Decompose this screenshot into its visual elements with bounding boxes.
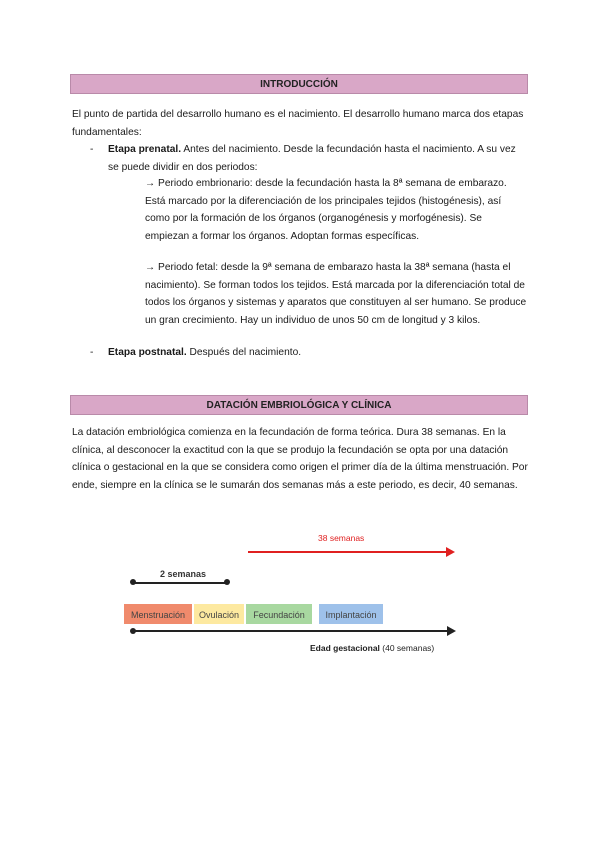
prenatal-title: Etapa prenatal. bbox=[108, 144, 182, 155]
periodo-fetal: → Periodo fetal: desde la 9ª semana de embarazo hasta la 38ª semana (hasta el nacimiento). Se forman todos los tejidos. Está marcada por la diferenciación total de todos los órganos y sistemas y aparatos que constituyen al ser humano. Se produce un gran crecimiento. Hay un individuo de unos 50 cm de longitud y 3 kilos. bbox=[145, 262, 527, 326]
edad-rest: (40 semanas) bbox=[379, 643, 435, 653]
intro-paragraph: El punto de partida del desarrollo humano es el nacimiento. El desarrollo humano marca dos etapas fundamentales: bbox=[72, 109, 524, 138]
two-weeks-line bbox=[133, 582, 227, 584]
datacion-paragraph: La datación embriológica comienza en la fecundación de forma teórica. Dura 38 semanas. En la clínica, al desconocer la exactitud con la que se produjo la fecundación se opta por una datación clínica o gestacional en la que se considera como origen el primer día de la última menstruación. Por ende, siempre en la clínica se le sumarán dos semanas más a este periodo, es decir, 40 semanas. bbox=[72, 427, 528, 491]
bullet-dash: - bbox=[90, 347, 94, 358]
postnatal-title: Etapa postnatal. bbox=[108, 347, 187, 358]
postnatal-body: Después del nacimiento. bbox=[186, 347, 302, 358]
timeline-line bbox=[133, 630, 449, 632]
red-arrow-line bbox=[248, 551, 448, 553]
bullet-postnatal bbox=[90, 344, 528, 362]
two-weeks-start-dot bbox=[130, 579, 136, 585]
periodo-embrionario: → Periodo embrionario: desde la fecundación hasta la 8ª semana de embarazo. Está marcado por la diferenciación de los principales tejidos (histogénesis), así como por la formación de los órganos (organogénesis y morfogénesis). Se empiezan a formar los órganos. Adoptan formas específicas. bbox=[145, 178, 507, 242]
intro-header: INTRODUCCIÓN bbox=[70, 74, 528, 94]
edad-bold: Edad gestacional bbox=[310, 643, 380, 653]
bullet-dash: - bbox=[90, 144, 94, 155]
box-menstruacion bbox=[124, 604, 192, 624]
box-label: Menstruación bbox=[130, 610, 186, 620]
edad-gestacional-label bbox=[310, 643, 434, 653]
red-arrow-head-icon bbox=[446, 547, 455, 557]
box-label: Fecundación bbox=[253, 610, 305, 620]
box-implantacion bbox=[319, 604, 383, 624]
prenatal-body: Antes del nacimiento. Desde la fecundación hasta el nacimiento. A su vez se puede dividir en dos periodos: bbox=[108, 144, 516, 173]
box-label: Implantación bbox=[325, 610, 377, 620]
postnatal-text bbox=[108, 344, 528, 362]
red-label: 38 semanas bbox=[318, 533, 365, 543]
two-weeks-label: 2 semanas bbox=[160, 569, 207, 579]
box-label: Ovulación bbox=[198, 610, 240, 620]
bullet-prenatal bbox=[90, 141, 528, 176]
box-fecundacion bbox=[246, 604, 312, 624]
timeline-arrow-head-icon bbox=[447, 626, 456, 636]
datacion-header: DATACIÓN EMBRIOLÓGICA Y CLÍNICA bbox=[70, 395, 528, 415]
box-ovulacion bbox=[194, 604, 244, 624]
two-weeks-end-dot bbox=[224, 579, 230, 585]
prenatal-text bbox=[108, 141, 528, 176]
